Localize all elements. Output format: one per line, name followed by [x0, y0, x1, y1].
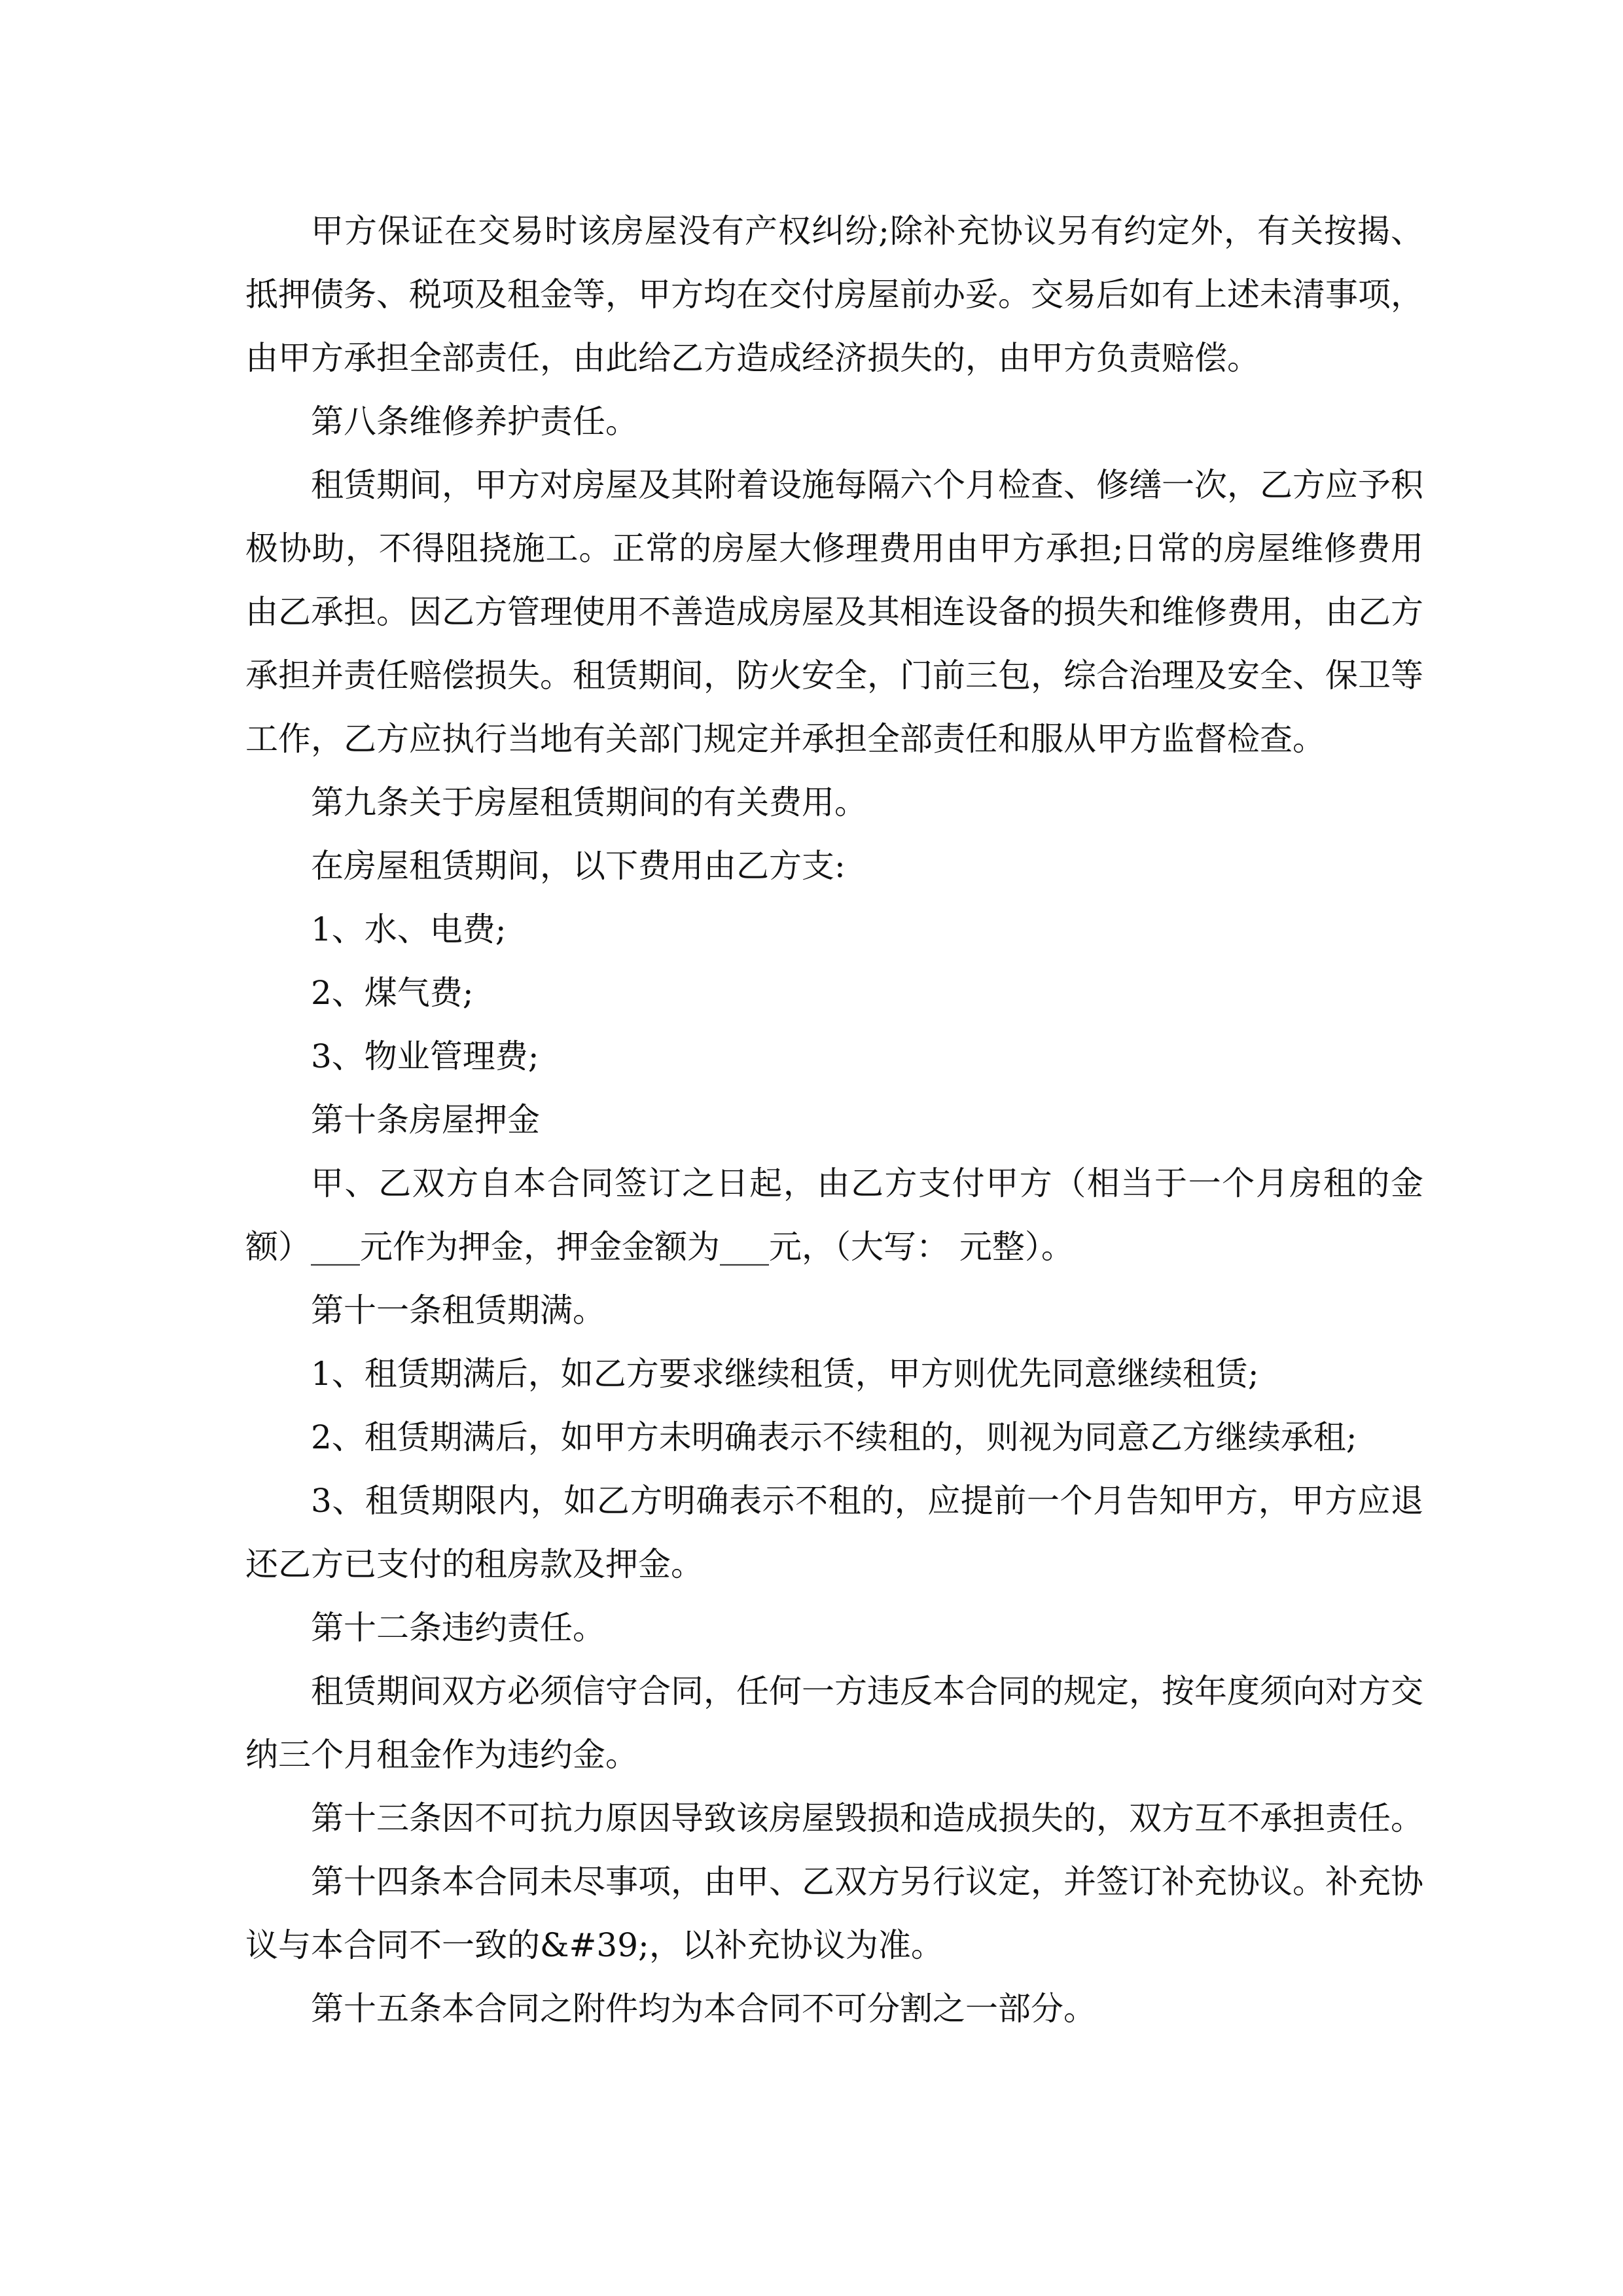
- article-8-heading: 第八条维修养护责任。: [311, 403, 638, 440]
- list-item-fee-3: 3、物业管理费;: [311, 1037, 539, 1075]
- document-body: [245, 200, 1423, 2041]
- paragraph-breach: 租赁期间双方必须信守合同，任何一方违反本合同的规定，按年度须向对方交纳三个月租金作为违约金。: [245, 1672, 1423, 1774]
- article-10-heading: 第十条房屋押金: [311, 1101, 540, 1139]
- paragraph-deposit: 甲、乙双方自本合同签订之日起，由乙方支付甲方（相当于一个月房租的金额）___元作为押金，押金金额为___元，（大写： 元整）。: [245, 1164, 1423, 1266]
- list-item-fee-2: 2、煤气费;: [311, 974, 474, 1012]
- article-13-paragraph: 第十三条因不可抗力原因导致该房屋毁损和造成损失的，双方互不承担责任。: [311, 1799, 1423, 1837]
- paragraph-warranty: 甲方保证在交易时该房屋没有产权纠纷;除补充协议另有约定外，有关按揭、抵押债务、税项及租金等，甲方均在交付房屋前办妥。交易后如有上述未清事项，由甲方承担全部责任，由此给乙方造成经济损失的，由甲方负责赔偿。: [245, 212, 1423, 377]
- article-11-heading: 第十一条租赁期满。: [311, 1291, 605, 1329]
- article-9-heading: 第九条关于房屋租赁期间的有关费用。: [311, 783, 867, 821]
- list-item-term-3: 3、租赁期限内，如乙方明确表示不租的，应提前一个月告知甲方，甲方应退还乙方已支付的租房款及押金。: [245, 1482, 1423, 1583]
- list-item-term-2: 2、租赁期满后，如甲方未明确表示不续租的，则视为同意乙方继续承租;: [311, 1418, 1357, 1456]
- article-15-paragraph: 第十五条本合同之附件均为本合同不可分割之一部分。: [311, 1990, 1096, 2028]
- list-item-fee-1: 1、水、电费;: [311, 910, 507, 948]
- article-14-paragraph: 第十四条本合同未尽事项，由甲、乙双方另行议定，并签订补充协议。补充协议与本合同不一致的&#39;，以补充协议为准。: [245, 1863, 1423, 1964]
- paragraph-fees-intro: 在房屋租赁期间，以下费用由乙方支:: [311, 847, 846, 885]
- paragraph-maintenance: 租赁期间，甲方对房屋及其附着设施每隔六个月检查、修缮一次，乙方应予积极协助，不得阻挠施工。正常的房屋大修理费用由甲方承担;日常的房屋维修费用由乙承担。因乙方管理使用不善造成房屋及其相连设备的损失和维修费用，由乙方承担并责任赔偿损失。租赁期间，防火安全，门前三包，综合治理及安全、保卫等工作，乙方应执行当地有关部门规定并承担全部责任和服从甲方监督检查。: [245, 466, 1423, 758]
- list-item-term-1: 1、租赁期满后，如乙方要求继续租赁，甲方则优先同意继续租赁;: [311, 1355, 1259, 1393]
- article-12-heading: 第十二条违约责任。: [311, 1609, 605, 1647]
